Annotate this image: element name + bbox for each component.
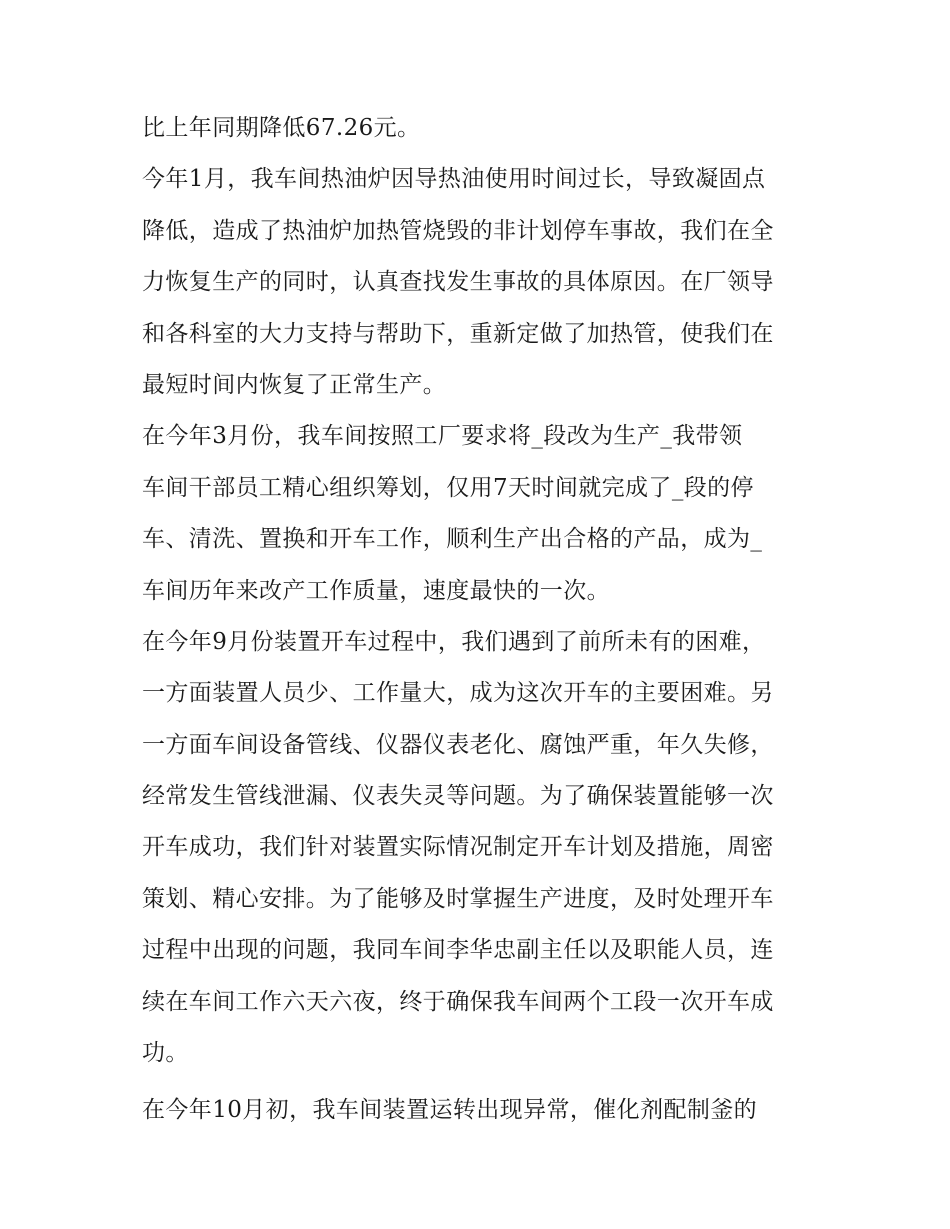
text-line: 策划、精心安排。为了能够及时掌握生产进度，及时处理开车 <box>142 885 774 912</box>
text-line: 功。 <box>142 1040 189 1067</box>
text-line: 在今年10月初，我车间装置运转出现异常，催化剂配制釜的 <box>142 1097 758 1124</box>
text-line: 和各科室的大力支持与帮助下，重新定做了加热管，使我们在 <box>142 320 774 347</box>
text-line: 今年1月，我车间热油炉因导热油使用时间过长，导致凝固点 <box>142 166 766 193</box>
text-line: 经常发生管线泄漏、仪表失灵等问题。为了确保装置能够一次 <box>142 783 774 810</box>
text-line: 一方面装置人员少、工作量大，成为这次开车的主要困难。另 <box>142 680 774 707</box>
text-line: 一方面车间设备管线、仪器仪表老化、腐蚀严重，年久失修， <box>142 731 774 758</box>
text-line: 续在车间工作六天六夜，终于确保我车间两个工段一次开车成 <box>142 988 774 1015</box>
text-line: 开车成功，我们针对装置实际情况制定开车计划及措施，周密 <box>142 834 774 861</box>
text-line: 车间历年来改产工作质量，速度最快的一次。 <box>142 577 610 604</box>
text-line: 车、清洗、置换和开车工作，顺利生产出合格的产品，成为_ <box>142 526 763 553</box>
text-line: 最短时间内恢复了正常生产。 <box>142 371 447 398</box>
text-line: 过程中出现的问题，我同车间李华忠副主任以及职能人员，连 <box>142 937 774 964</box>
text-line: 在今年9月份装置开车过程中，我们遇到了前所未有的困难， <box>142 628 766 655</box>
text-line: 在今年3月份，我车间按照工厂要求将_段改为生产_我带领 <box>142 423 743 450</box>
text-line: 比上年同期降低67.26元。 <box>142 115 421 141</box>
text-line: 降低，造成了热油炉加热管烧毁的非计划停车事故，我们在全 <box>142 217 774 244</box>
text-line: 车间干部员工精心组织筹划，仅用7天时间就完成了_段的停 <box>142 474 754 501</box>
text-line: 力恢复生产的同时，认真查找发生事故的具体原因。在厂领导 <box>142 269 774 296</box>
document-body <box>142 103 822 1137</box>
